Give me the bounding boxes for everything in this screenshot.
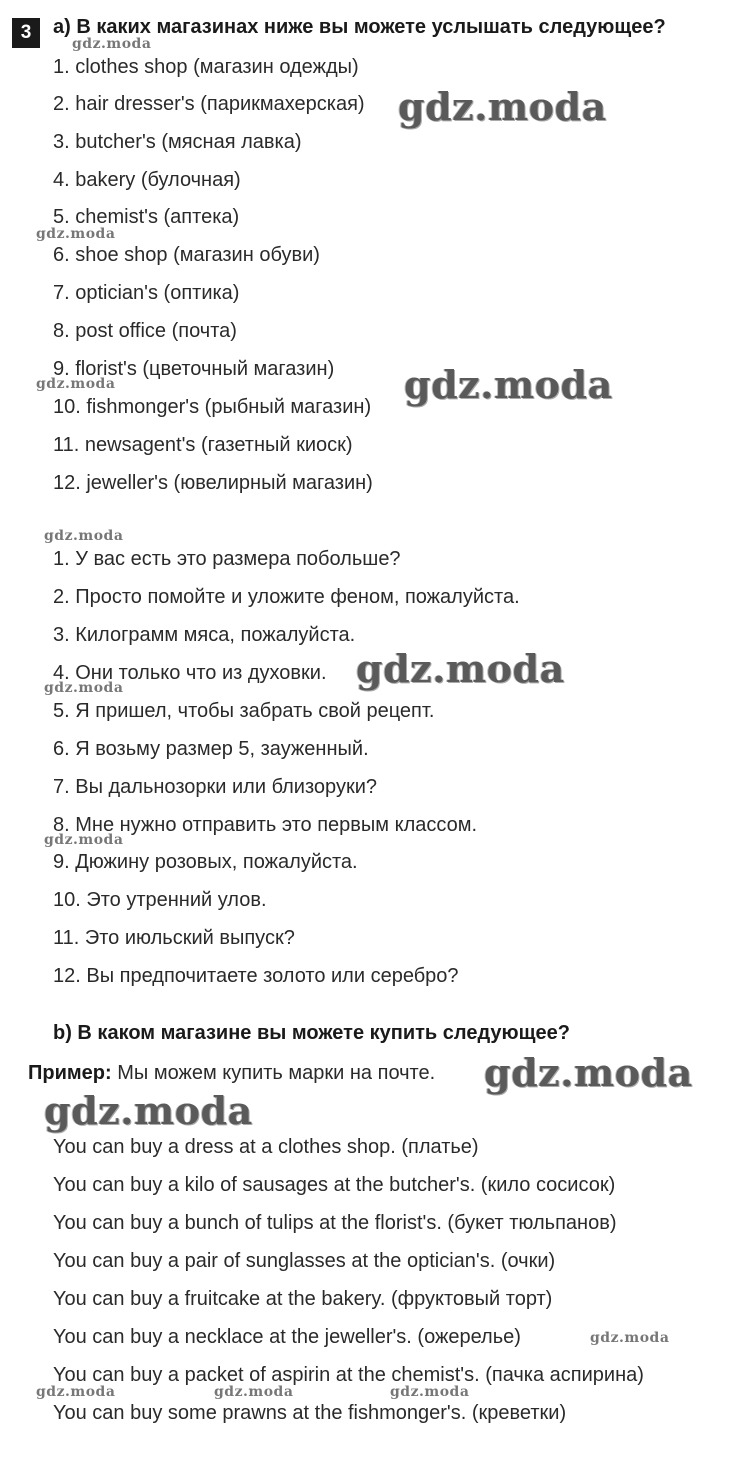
watermark: gdz.moda	[72, 36, 152, 52]
shop-item: 11. newsagent's (газетный киоск)	[53, 434, 353, 456]
watermark: gdz.moda	[590, 1330, 670, 1346]
shop-item: 12. jeweller's (ювелирный магазин)	[53, 472, 373, 494]
watermark: gdz.moda	[36, 376, 116, 392]
phrase-item: 12. Вы предпочитаете золото или серебро?	[53, 965, 459, 987]
phrase-item: 11. Это июльский выпуск?	[53, 927, 295, 949]
shop-item: 1. clothes shop (магазин одежды)	[53, 56, 359, 78]
answer-item: You can buy a pair of sunglasses at the optician's. (очки)	[53, 1250, 556, 1272]
task-number-badge: 3	[12, 18, 40, 48]
example-line	[28, 1062, 435, 1085]
shop-item: 3. butcher's (мясная лавка)	[53, 131, 302, 153]
answer-item: You can buy a bunch of tulips at the florist's. (букет тюльпанов)	[53, 1212, 617, 1234]
phrase-item: 9. Дюжину розовых, пожалуйста.	[53, 851, 358, 873]
shop-item: 7. optician's (оптика)	[53, 282, 240, 304]
shop-item: 9. florist's (цветочный магазин)	[53, 358, 335, 380]
phrase-item: 2. Просто помойте и уложите феном, пожалуйста.	[53, 586, 520, 608]
watermark: gdz.moda	[390, 1384, 470, 1400]
example-label: Пример:	[28, 1062, 112, 1084]
watermark: gdz.moda	[44, 528, 124, 544]
answer-item: You can buy a necklace at the jeweller's. (ожерелье)	[53, 1326, 521, 1348]
heading-part-a: a) В каких магазинах ниже вы можете услышать следующее?	[53, 16, 666, 38]
phrase-item: 10. Это утренний улов.	[53, 889, 267, 911]
answer-item: You can buy a fruitcake at the bakery. (фруктовый торт)	[53, 1288, 553, 1310]
watermark: gdz.moda	[398, 84, 607, 129]
shop-item: 8. post office (почта)	[53, 320, 237, 342]
shop-item: 5. chemist's (аптека)	[53, 206, 240, 228]
watermark: gdz.moda	[404, 362, 613, 407]
watermark: gdz.moda	[44, 832, 124, 848]
example-text: Мы можем купить марки на почте.	[117, 1062, 436, 1084]
answer-item: You can buy a kilo of sausages at the butcher's. (кило сосисок)	[53, 1174, 616, 1196]
shop-item: 10. fishmonger's (рыбный магазин)	[53, 396, 372, 418]
watermark: gdz.moda	[36, 1384, 116, 1400]
watermark: gdz.moda	[356, 646, 565, 691]
phrase-item: 3. Килограмм мяса, пожалуйста.	[53, 624, 356, 646]
answer-item: You can buy some prawns at the fishmonger's. (креветки)	[53, 1402, 567, 1424]
phrase-item: 6. Я возьму размер 5, зауженный.	[53, 738, 369, 760]
phrase-item: 1. У вас есть это размера побольше?	[53, 548, 401, 570]
watermark: gdz.moda	[36, 226, 116, 242]
watermark: gdz.moda	[44, 1088, 253, 1133]
shop-item: 2. hair dresser's (парикмахерская)	[53, 93, 365, 115]
phrase-item: 4. Они только что из духовки.	[53, 662, 327, 684]
watermark: gdz.moda	[214, 1384, 294, 1400]
phrase-item: 8. Мне нужно отправить это первым классом.	[53, 814, 478, 836]
watermark: gdz.moda	[484, 1050, 693, 1095]
answer-item: You can buy a dress at a clothes shop. (платье)	[53, 1136, 479, 1158]
shop-item: 4. bakery (булочная)	[53, 169, 241, 191]
shop-item: 6. shoe shop (магазин обуви)	[53, 244, 320, 266]
heading-part-b: b) В каком магазине вы можете купить следующее?	[53, 1022, 570, 1044]
phrase-item: 5. Я пришел, чтобы забрать свой рецепт.	[53, 700, 435, 722]
phrase-item: 7. Вы дальнозорки или близоруки?	[53, 776, 377, 798]
answer-item: You can buy a packet of aspirin at the chemist's. (пачка аспирина)	[53, 1364, 644, 1386]
watermark: gdz.moda	[44, 680, 124, 696]
